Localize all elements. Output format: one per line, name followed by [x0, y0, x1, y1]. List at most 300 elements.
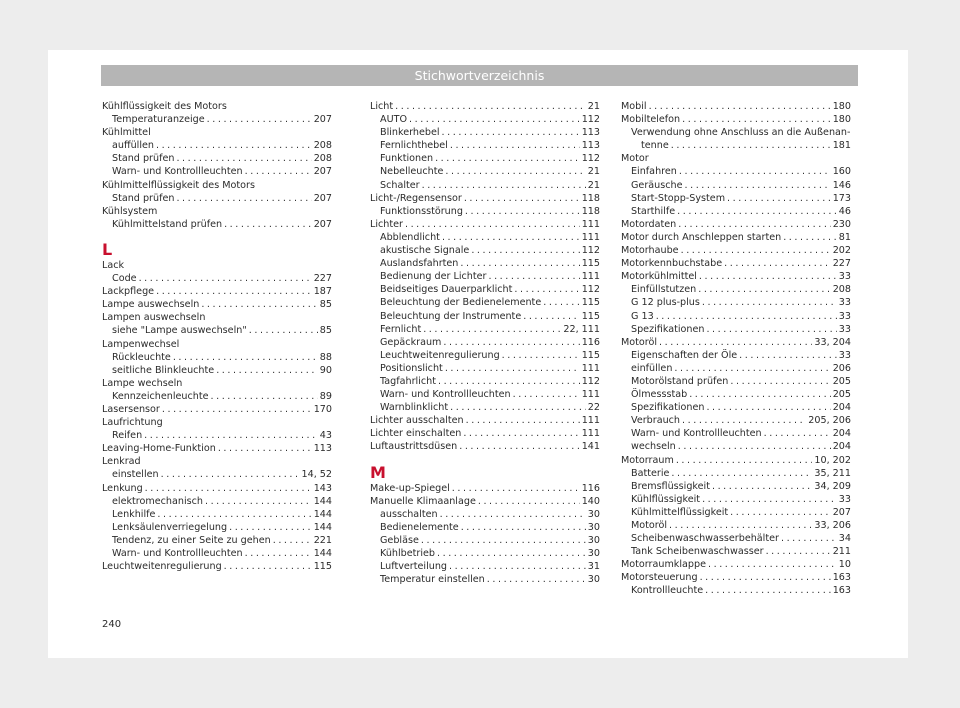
entry-term: Motoröl — [631, 520, 668, 531]
entry-term: Funktionen — [380, 153, 434, 165]
index-subentry — [370, 336, 600, 349]
index-entry — [102, 482, 332, 495]
entry-term: Lampe auswechseln — [102, 299, 200, 311]
entry-term: Warn- und Kontrollleuchten — [380, 389, 511, 401]
entry-page-ref: 21 — [587, 179, 600, 191]
entry-page-ref: 207 — [313, 166, 332, 178]
entry-page-ref: 111 — [581, 362, 600, 374]
entry-term: Beidseitiges Dauerparklicht — [380, 284, 513, 296]
index-subentry — [621, 179, 851, 192]
index-entry — [621, 257, 851, 270]
entry-term: siehe "Lampe auswechseln" — [112, 325, 247, 337]
leader-dots — [452, 482, 580, 495]
entry-page-ref: 33 — [838, 323, 851, 335]
index-subentry — [370, 296, 600, 309]
leader-dots — [423, 323, 561, 336]
entry-page-ref: 160 — [832, 166, 851, 178]
index-subentry — [370, 310, 600, 323]
entry-term: Kennzeichenleuchte — [112, 390, 209, 402]
index-column-2 — [370, 100, 600, 586]
entry-page-ref: 207 — [313, 218, 332, 230]
section-title: Stichwortverzeichnis — [414, 68, 545, 83]
index-subentry — [102, 272, 332, 285]
leader-dots — [706, 323, 836, 336]
entry-term: Tagfahrlicht — [380, 375, 436, 387]
entry-term: Abblendlicht — [380, 231, 440, 243]
index-subentry — [370, 508, 600, 521]
index-entry — [621, 336, 851, 349]
index-subentry — [621, 519, 851, 532]
entry-page-ref: 144 — [313, 495, 332, 507]
leader-dots — [145, 482, 312, 495]
leader-dots — [216, 364, 318, 377]
leader-dots — [229, 521, 312, 534]
entry-term: Mobil — [621, 101, 647, 112]
leader-dots — [699, 270, 837, 283]
entry-term: Nebelleuchte — [380, 166, 444, 178]
index-subentry — [102, 364, 332, 377]
entry-term: Verbrauch — [631, 415, 681, 427]
leader-dots — [677, 205, 837, 218]
entry-page-ref: 89 — [319, 390, 332, 402]
entry-page-ref: 22 — [587, 402, 600, 414]
leader-dots — [442, 126, 580, 139]
index-entry — [621, 113, 851, 126]
entry-page-ref: 221 — [313, 534, 332, 546]
leader-dots — [459, 440, 579, 453]
entry-term: Leaving-Home-Funktion — [102, 443, 216, 455]
index-subentry — [621, 296, 851, 309]
entry-term: Stand prüfen — [112, 192, 175, 204]
entry-term: Motoröl — [621, 336, 658, 348]
index-entry — [621, 244, 851, 257]
leader-dots — [176, 152, 311, 165]
index-subentry — [102, 218, 332, 231]
entry-term: Luftaustrittsdüsen — [370, 441, 458, 453]
leader-dots — [465, 205, 580, 218]
index-entry — [102, 311, 332, 324]
index-entry — [370, 427, 600, 440]
entry-page-ref: 144 — [313, 521, 332, 533]
index-subentry — [370, 283, 600, 296]
entry-page-ref: 207 — [313, 114, 332, 126]
leader-dots — [705, 584, 831, 597]
entry-term: Bedienelemente — [380, 521, 459, 533]
index-entry — [621, 100, 851, 113]
entry-page-ref: 112 — [581, 284, 600, 296]
index-entry — [102, 442, 332, 455]
entry-page-ref: 144 — [313, 508, 332, 520]
entry-term: Kühlmittel — [102, 127, 151, 139]
entry-page-ref: 205, 206 — [808, 415, 851, 427]
leader-dots — [478, 495, 580, 508]
entry-page-ref: 205 — [832, 389, 851, 401]
index-subentry — [102, 495, 332, 508]
entry-term: Leuchtweitenregulierung — [380, 349, 500, 361]
entry-term: Leuchtweitenregulierung — [102, 561, 222, 573]
leader-dots — [679, 165, 831, 178]
entry-term: auffüllen — [112, 140, 154, 152]
entry-term: Eigenschaften der Öle — [631, 349, 738, 361]
index-letter-heading: L — [102, 239, 113, 259]
leader-dots — [245, 547, 312, 560]
entry-page-ref: 111 — [581, 389, 600, 401]
leader-dots — [781, 532, 837, 545]
index-subentry — [621, 427, 851, 440]
leader-dots — [461, 521, 586, 534]
index-subentry — [370, 244, 600, 257]
index-entry — [102, 298, 332, 311]
entry-page-ref: 21 — [587, 101, 600, 112]
section-header — [101, 65, 858, 86]
entry-term: Auslandsfahrten — [380, 258, 459, 270]
leader-dots — [543, 296, 579, 309]
entry-page-ref: 30 — [587, 534, 600, 546]
entry-page-ref: 33, 204 — [814, 336, 851, 348]
leader-dots — [712, 480, 812, 493]
index-entry — [102, 403, 332, 416]
entry-page-ref: 115 — [313, 561, 332, 573]
leader-dots — [678, 218, 830, 231]
entry-term: akustische Signale — [380, 245, 470, 257]
entry-page-ref: 43 — [319, 430, 332, 442]
index-subentry — [102, 508, 332, 521]
index-subentry — [102, 192, 332, 205]
entry-page-ref: 227 — [832, 258, 851, 270]
index-subentry — [370, 521, 600, 534]
entry-term: Licht-/Regensensor — [370, 192, 462, 204]
entry-term: Motorraumklappe — [621, 559, 706, 571]
leader-dots — [157, 508, 311, 521]
index-subentry — [102, 521, 332, 534]
entry-page-ref: 30 — [587, 548, 600, 559]
entry-page-ref: 111 — [581, 231, 600, 243]
index-entry — [621, 152, 851, 165]
entry-page-ref: 33 — [838, 271, 851, 283]
index-subentry — [621, 139, 851, 152]
index-entry — [370, 100, 600, 113]
entry-page-ref: 30 — [587, 521, 600, 533]
leader-dots — [671, 139, 831, 152]
entry-term: Lasersensor — [102, 403, 160, 415]
leader-dots — [702, 493, 837, 506]
entry-term: Mobiltelefon — [621, 114, 681, 126]
leader-dots — [249, 324, 318, 337]
leader-dots — [513, 388, 580, 401]
entry-page-ref: 88 — [319, 351, 332, 363]
entry-term: Beleuchtung der Instrumente — [380, 310, 522, 322]
entry-term: Kühlmittelflüssigkeit — [631, 506, 729, 518]
leader-dots — [156, 139, 312, 152]
index-subentry — [370, 323, 600, 336]
leader-dots — [659, 336, 812, 349]
index-entry — [102, 455, 332, 468]
entry-page-ref: 81 — [838, 231, 851, 243]
leader-dots — [224, 560, 312, 573]
index-entry — [102, 259, 332, 272]
leader-dots — [464, 192, 580, 205]
entry-page-ref: 33 — [838, 310, 851, 322]
entry-term: Reifen — [112, 430, 143, 442]
entry-term: Warn- und Kontrollleuchten — [112, 166, 243, 178]
leader-dots — [682, 414, 806, 427]
index-subentry — [621, 323, 851, 336]
entry-page-ref: 204 — [832, 441, 851, 453]
index-subentry — [370, 401, 600, 414]
entry-page-ref: 33 — [838, 493, 851, 505]
index-subentry — [621, 401, 851, 414]
entry-page-ref: 204 — [832, 428, 851, 440]
index-subentry — [370, 205, 600, 218]
entry-page-ref: 111 — [581, 271, 600, 283]
entry-page-ref: 30 — [587, 574, 600, 586]
index-subentry — [621, 584, 851, 597]
leader-dots — [211, 390, 318, 403]
entry-page-ref: 143 — [313, 482, 332, 494]
entry-term: Lichter einschalten — [370, 428, 462, 440]
index-entry — [102, 560, 332, 573]
entry-term: Beleuchtung der Bedienelemente — [380, 297, 542, 309]
leader-dots — [218, 442, 312, 455]
leader-dots — [702, 296, 837, 309]
leader-dots — [678, 440, 831, 453]
entry-term: Motorkennbuchstabe — [621, 258, 723, 270]
index-subentry — [370, 126, 600, 139]
entry-page-ref: 112 — [581, 375, 600, 387]
leader-dots — [161, 468, 300, 481]
entry-term: einfüllen — [631, 362, 673, 374]
entry-page-ref: 140 — [581, 495, 600, 507]
index-entry — [102, 338, 332, 351]
index-column-3 — [621, 100, 851, 598]
entry-page-ref: 14, 52 — [301, 469, 332, 481]
index-subentry — [621, 506, 851, 519]
index-subentry — [102, 152, 332, 165]
index-entry — [621, 218, 851, 231]
index-entry — [370, 414, 600, 427]
leader-dots — [487, 573, 586, 586]
entry-page-ref: 90 — [319, 364, 332, 376]
index-subentry — [370, 375, 600, 388]
index-entry — [621, 454, 851, 467]
leader-dots — [173, 351, 318, 364]
index-entry — [621, 270, 851, 283]
index-entry — [370, 495, 600, 508]
leader-dots — [656, 310, 837, 323]
index-subentry — [370, 349, 600, 362]
entry-term: Manuelle Klimaanlage — [370, 495, 476, 507]
entry-page-ref: 113 — [581, 127, 600, 139]
index-subentry — [370, 231, 600, 244]
entry-term: Rückleuchte — [112, 351, 171, 363]
index-subentry — [370, 179, 600, 192]
entry-term: Batterie — [631, 467, 670, 479]
leader-dots — [681, 244, 831, 257]
index-entry — [102, 126, 332, 139]
entry-page-ref: 163 — [832, 585, 851, 597]
entry-page-ref: 206 — [832, 362, 851, 374]
entry-term: Laufrichtung — [102, 417, 163, 429]
index-subentry — [102, 547, 332, 560]
index-entry — [102, 416, 332, 429]
entry-page-ref: 207 — [832, 506, 851, 518]
leader-dots — [205, 495, 312, 508]
leader-dots — [766, 545, 831, 558]
index-subentry — [102, 113, 332, 126]
index-subentry — [370, 534, 600, 547]
index-subentry — [621, 362, 851, 375]
leader-dots — [700, 571, 831, 584]
entry-term: Warn- und Kontrollleuchten — [631, 428, 762, 440]
leader-dots — [438, 375, 580, 388]
entry-page-ref: 33 — [838, 349, 851, 361]
index-entry — [370, 218, 600, 231]
index-subentry — [621, 349, 851, 362]
entry-term: Spezifikationen — [631, 402, 705, 414]
entry-page-ref: 111 — [581, 415, 600, 427]
entry-term: Motorsteuerung — [621, 572, 698, 584]
entry-page-ref: 227 — [313, 273, 332, 285]
leader-dots — [443, 336, 579, 349]
entry-page-ref: 111 — [581, 218, 600, 230]
index-subentry — [370, 113, 600, 126]
leader-dots — [273, 534, 312, 547]
entry-term: Lenkhilfe — [112, 508, 156, 520]
entry-term: Start-Stopp-System — [631, 192, 726, 204]
index-letter-heading: M — [370, 462, 386, 482]
leader-dots — [409, 113, 580, 126]
entry-term: Lenksäulenverriegelung — [112, 521, 228, 533]
index-subentry — [621, 310, 851, 323]
leader-dots — [405, 218, 580, 231]
leader-dots — [706, 401, 830, 414]
index-subentry — [621, 126, 851, 139]
entry-term: Kühlmittelstand prüfen — [112, 218, 223, 230]
entry-page-ref: 163 — [832, 572, 851, 584]
leader-dots — [671, 467, 812, 480]
leader-dots — [674, 362, 830, 375]
index-entry — [102, 285, 332, 298]
entry-term: Lenkung — [102, 482, 143, 494]
leader-dots — [708, 558, 837, 571]
entry-page-ref: 113 — [313, 443, 332, 455]
leader-dots — [207, 113, 312, 126]
entry-term: Scheibenwaschwasserbehälter — [631, 533, 779, 545]
entry-term: Spezifikationen — [631, 323, 705, 335]
index-subentry — [621, 532, 851, 545]
index-subentry — [102, 351, 332, 364]
index-entry — [102, 179, 332, 192]
entry-page-ref: 31 — [587, 561, 600, 573]
leader-dots — [682, 113, 831, 126]
index-subentry — [621, 205, 851, 218]
leader-dots — [224, 218, 312, 231]
entry-page-ref: 180 — [832, 114, 851, 126]
entry-term: Motorhaube — [621, 245, 679, 257]
entry-term: einstellen — [112, 469, 159, 481]
entry-page-ref: 111 — [581, 428, 600, 440]
index-subentry — [621, 467, 851, 480]
index-subentry — [370, 270, 600, 283]
index-subentry — [370, 547, 600, 560]
leader-dots — [176, 192, 311, 205]
entry-term: Schalter — [380, 179, 420, 191]
entry-term: Code — [112, 273, 137, 285]
leader-dots — [445, 362, 580, 375]
entry-term: Gebläse — [380, 534, 419, 546]
entry-term: seitliche Blinkleuchte — [112, 364, 215, 376]
entry-page-ref: 230 — [832, 218, 851, 230]
leader-dots — [463, 427, 579, 440]
entry-page-ref: 118 — [581, 205, 600, 217]
entry-term: Lichter — [370, 218, 403, 230]
entry-term: Make-up-Spiegel — [370, 482, 450, 494]
entry-term: Kühlsystem — [102, 205, 158, 217]
index-subentry — [370, 139, 600, 152]
entry-term: Kühlflüssigkeit des Motors — [102, 101, 227, 112]
leader-dots — [245, 165, 312, 178]
entry-page-ref: 85 — [319, 325, 332, 337]
leader-dots — [144, 429, 318, 442]
leader-dots — [139, 272, 312, 285]
entry-page-ref: 115 — [581, 310, 600, 322]
leader-dots — [698, 283, 830, 296]
entry-term: Motor durch Anschleppen starten — [621, 231, 782, 243]
entry-page-ref: 173 — [832, 192, 851, 204]
entry-term: Motorraum — [621, 454, 674, 466]
index-subentry — [621, 440, 851, 453]
index-subentry — [370, 152, 600, 165]
entry-term: Tank Scheibenwaschwasser — [631, 546, 764, 558]
index-entry — [621, 571, 851, 584]
index-subentry — [102, 429, 332, 442]
entry-term: Warnblinklicht — [380, 402, 449, 414]
entry-term: Ölmessstab — [631, 389, 688, 401]
entry-page-ref: 35, 211 — [814, 467, 851, 479]
entry-term: Bremsflüssigkeit — [631, 480, 710, 492]
index-subentry — [370, 257, 600, 270]
leader-dots — [442, 231, 580, 244]
entry-page-ref: 204 — [832, 402, 851, 414]
entry-term: Einfüllstutzen — [631, 284, 697, 296]
entry-term: Luftverteilung — [380, 561, 447, 573]
entry-page-ref: 46 — [838, 205, 851, 217]
entry-term: Verwendung ohne Anschluss an die Außenan- — [631, 127, 851, 139]
entry-term: Kühlmittelflüssigkeit des Motors — [102, 179, 255, 191]
leader-dots — [676, 454, 813, 467]
leader-dots — [201, 298, 317, 311]
leader-dots — [421, 534, 586, 547]
entry-page-ref: 208 — [313, 140, 332, 152]
leader-dots — [422, 179, 586, 192]
entry-page-ref: 85 — [319, 299, 332, 311]
leader-dots — [435, 152, 580, 165]
entry-term: Lampenwechsel — [102, 338, 180, 350]
index-subentry — [370, 388, 600, 401]
leader-dots — [730, 375, 830, 388]
leader-dots — [450, 401, 586, 414]
entry-page-ref: 113 — [581, 140, 600, 152]
leader-dots — [156, 285, 312, 298]
entry-term: Fernlicht — [380, 323, 422, 335]
entry-page-ref: 10, 202 — [814, 454, 851, 466]
entry-term: Motordaten — [621, 218, 677, 230]
entry-term: G 12 plus-plus — [631, 297, 700, 309]
index-subentry — [621, 165, 851, 178]
entry-term: Tendenz, zu einer Seite zu gehen — [112, 534, 271, 546]
index-entry — [370, 192, 600, 205]
leader-dots — [460, 257, 579, 270]
